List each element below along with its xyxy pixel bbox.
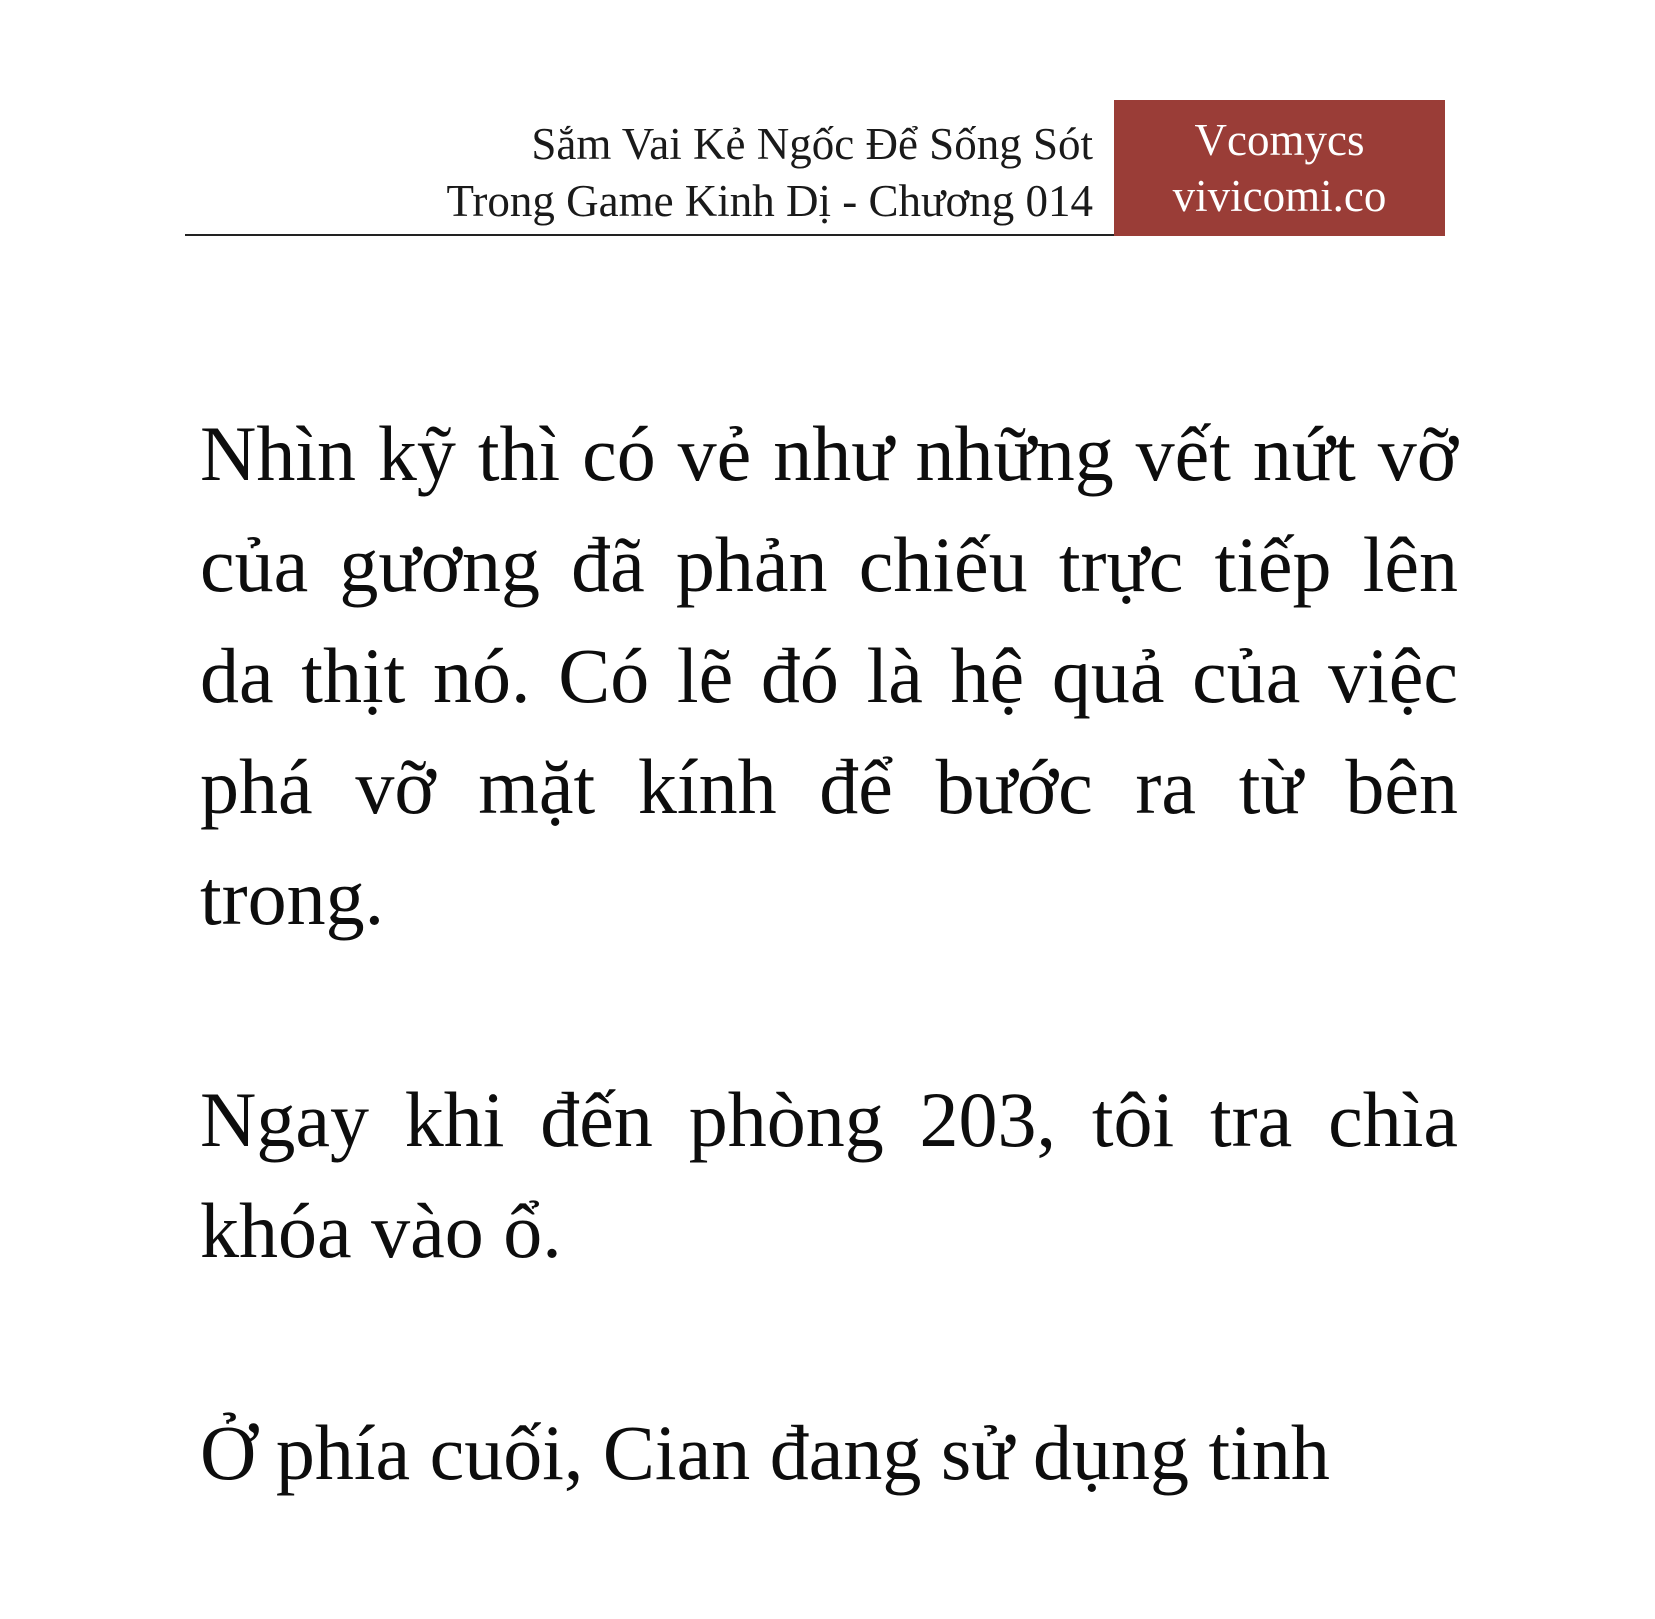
paragraph-2: Ngay khi đến phòng 203, tôi tra chìa khóa vào ổ. [200,1076,1458,1274]
chapter-title-line-1: Sắm Vai Kẻ Ngốc Để Sống Sót [531,119,1093,169]
story-text [200,398,1458,1619]
paragraph-1: Nhìn kỹ thì có vẻ như những vết nứt vỡ của gương đã phản chiếu trực tiếp lên da thịt nó. Có lẽ đó là hệ quả của việc phá vỡ mặt kính để bước ra từ bên trong. [200,410,1458,941]
chapter-title [446,116,1093,230]
chapter-title-line-2: Trong Game Kinh Dị - Chương 014 [446,176,1093,226]
brand-site: vivicomi.co [1172,171,1387,221]
brand-name: Vcomycs [1194,115,1365,165]
brand-badge [1114,100,1445,236]
page-header [185,100,1445,236]
paragraph-3: Ở phía cuối, Cian đang sử dụng tinh [200,1409,1330,1496]
header-divider [185,234,1114,236]
